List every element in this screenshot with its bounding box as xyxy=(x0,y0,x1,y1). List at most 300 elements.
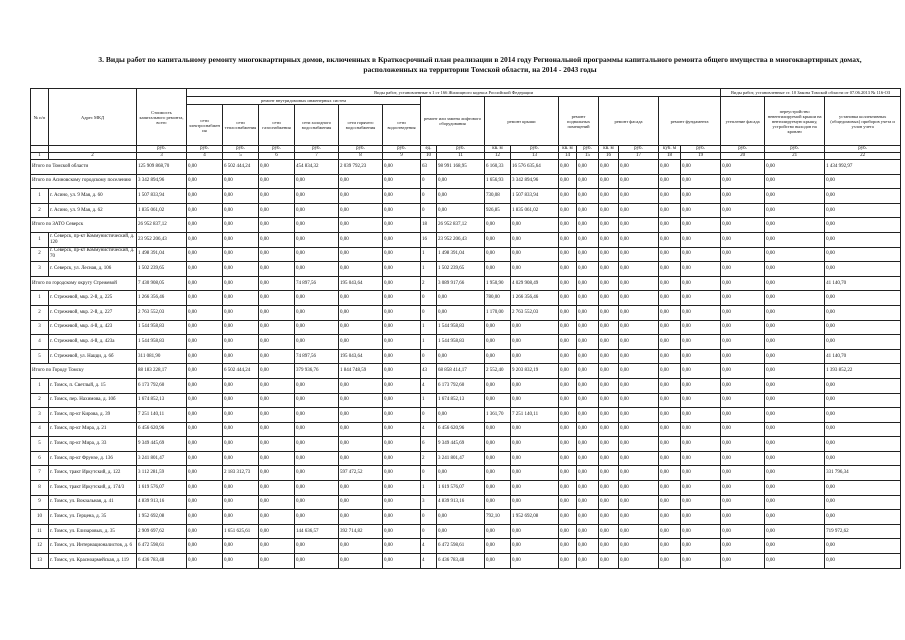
value-cell: 1 835 061,02 xyxy=(511,203,559,218)
value-cell: 41 140,70 xyxy=(825,349,901,364)
value-cell: 0,00 xyxy=(765,189,825,204)
value-cell: 0,00 xyxy=(559,364,577,379)
unit-cell: руб. xyxy=(825,146,901,153)
total-label-cell: Итого по городскому округу Стрежевой xyxy=(31,276,137,291)
value-cell: 0,00 xyxy=(187,364,223,379)
value-cell: 0,00 xyxy=(485,335,511,350)
value-cell: 1 498 391,04 xyxy=(137,247,187,262)
value-cell: 0,00 xyxy=(599,320,619,335)
value-cell: 0,00 xyxy=(485,378,511,393)
value-cell: 0,00 xyxy=(259,291,295,306)
address-cell: г. Томск, пр-кт Мира, д. 21 xyxy=(49,422,137,437)
value-cell: 0,00 xyxy=(721,291,765,306)
address-cell: г. Томск, ул. Герцена, д. 35 xyxy=(49,510,137,525)
column-index-cell: 5 xyxy=(223,153,259,160)
value-cell: 4 xyxy=(421,554,437,569)
value-cell: 0,00 xyxy=(187,393,223,408)
value-cell: 0,00 xyxy=(339,408,383,423)
value-cell: 0,00 xyxy=(577,481,599,496)
value-cell: 0,00 xyxy=(223,189,259,204)
row-number-cell: 5 xyxy=(31,349,49,364)
value-cell: 0,00 xyxy=(577,437,599,452)
value-cell: 0,00 xyxy=(577,539,599,554)
value-cell: 0,00 xyxy=(681,305,721,320)
value-cell: 0,00 xyxy=(295,203,339,218)
value-cell: 26 952 837,12 xyxy=(437,218,485,233)
value-cell: 0,00 xyxy=(223,495,259,510)
header-roof-conversion: переустройство невентилируемой крыши на вентилируемую крышу, устройство выходов на кровлю xyxy=(765,97,825,146)
unit-cell-empty xyxy=(31,146,49,153)
value-cell: 68 858 414,17 xyxy=(437,364,485,379)
value-cell: 0,00 xyxy=(383,524,421,539)
value-cell: 0,00 xyxy=(619,349,659,364)
value-cell: 0,00 xyxy=(577,422,599,437)
value-cell: 0 xyxy=(421,524,437,539)
value-cell: 0,00 xyxy=(659,466,681,481)
value-cell: 0,00 xyxy=(681,378,721,393)
table-row xyxy=(31,291,901,306)
value-cell: 0,00 xyxy=(187,554,223,569)
total-label-cell: Итого по Томской области xyxy=(31,160,137,175)
value-cell: 0,00 xyxy=(765,554,825,569)
value-cell: 0,00 xyxy=(599,232,619,247)
value-cell: 0,00 xyxy=(339,218,383,233)
value-cell: 0,00 xyxy=(223,510,259,525)
value-cell: 0,00 xyxy=(619,320,659,335)
value-cell: 0,00 xyxy=(485,247,511,262)
value-cell: 0,00 xyxy=(577,203,599,218)
value-cell: 0,00 xyxy=(437,203,485,218)
value-cell: 0,00 xyxy=(383,466,421,481)
value-cell: 0,00 xyxy=(511,393,559,408)
value-cell: 0,00 xyxy=(765,232,825,247)
unit-cell: руб. xyxy=(137,146,187,153)
value-cell: 1 266 356,46 xyxy=(137,291,187,306)
value-cell: 0,00 xyxy=(599,189,619,204)
value-cell: 88 183 228,17 xyxy=(137,364,187,379)
value-cell: 0,00 xyxy=(659,408,681,423)
value-cell: 0,00 xyxy=(223,451,259,466)
value-cell: 0,00 xyxy=(619,160,659,175)
value-cell: 597 472,52 xyxy=(339,466,383,481)
total-row xyxy=(31,160,901,175)
value-cell: 0,00 xyxy=(577,160,599,175)
row-number-cell: 3 xyxy=(31,320,49,335)
value-cell: 0,00 xyxy=(659,189,681,204)
value-cell: 0,00 xyxy=(187,335,223,350)
value-cell: 0,00 xyxy=(599,495,619,510)
value-cell: 0,00 xyxy=(619,364,659,379)
value-cell: 0,00 xyxy=(559,203,577,218)
value-cell: 0,00 xyxy=(681,247,721,262)
value-cell: 0,00 xyxy=(721,378,765,393)
value-cell: 0,00 xyxy=(765,364,825,379)
value-cell: 0,00 xyxy=(485,451,511,466)
total-row xyxy=(31,174,901,189)
value-cell: 0,00 xyxy=(681,364,721,379)
value-cell: 2 763 552,03 xyxy=(511,305,559,320)
table-row xyxy=(31,539,901,554)
value-cell: 0,00 xyxy=(825,189,901,204)
value-cell: 43 xyxy=(421,364,437,379)
value-cell: 0,00 xyxy=(485,349,511,364)
address-cell: г. Томск, ул. Красноармейская, д. 119 xyxy=(49,554,137,569)
value-cell: 3 112 281,59 xyxy=(137,466,187,481)
value-cell: 0,00 xyxy=(223,174,259,189)
value-cell: 2 xyxy=(421,451,437,466)
address-cell: г. Стрежевой, мкр. 2-й, д. 225 xyxy=(49,291,137,306)
value-cell: 0,00 xyxy=(765,495,825,510)
value-cell: 0,00 xyxy=(223,554,259,569)
value-cell: 3 241 801,47 xyxy=(437,451,485,466)
address-cell: г. Северск, ул. Лесная, д. 106 xyxy=(49,262,137,277)
value-cell: 0,00 xyxy=(295,320,339,335)
value-cell: 74 897,56 xyxy=(295,276,339,291)
value-cell: 0,00 xyxy=(577,262,599,277)
value-cell: 0,00 xyxy=(383,276,421,291)
value-cell: 0,00 xyxy=(383,189,421,204)
column-index-cell: 10 xyxy=(421,153,437,160)
value-cell: 0,00 xyxy=(511,232,559,247)
address-cell: г. Стрежевой, мкр. 4-й, д. 423а xyxy=(49,335,137,350)
value-cell: 0,00 xyxy=(721,393,765,408)
value-cell: 0,00 xyxy=(681,451,721,466)
value-cell: 1 266 356,46 xyxy=(511,291,559,306)
unit-cell-empty xyxy=(49,146,137,153)
unit-cell: руб. xyxy=(765,146,825,153)
value-cell: 144 636,57 xyxy=(295,524,339,539)
value-cell: 0,00 xyxy=(721,481,765,496)
unit-cell: куб. м xyxy=(659,146,681,153)
value-cell: 0,00 xyxy=(437,524,485,539)
value-cell: 3 xyxy=(421,495,437,510)
value-cell: 0,00 xyxy=(223,305,259,320)
value-cell: 0,00 xyxy=(577,510,599,525)
address-cell: г. Асино, ул. 9 Мая, д. 62 xyxy=(49,203,137,218)
value-cell: 0,00 xyxy=(721,451,765,466)
value-cell: 0,00 xyxy=(721,524,765,539)
address-cell: г. Томск, тракт Иркутский, д. 122 xyxy=(49,466,137,481)
value-cell: 0,00 xyxy=(485,232,511,247)
value-cell: 0,00 xyxy=(559,554,577,569)
row-number-cell: 5 xyxy=(31,437,49,452)
total-row xyxy=(31,276,901,291)
value-cell: 0,00 xyxy=(259,437,295,452)
value-cell: 0,00 xyxy=(681,408,721,423)
value-cell: 0,00 xyxy=(577,495,599,510)
value-cell: 0,00 xyxy=(223,320,259,335)
row-number-cell: 2 xyxy=(31,305,49,320)
value-cell: 0,00 xyxy=(681,437,721,452)
header-num: № п/п xyxy=(31,89,49,146)
unit-cell: руб. xyxy=(577,146,599,153)
value-cell: 0,00 xyxy=(259,335,295,350)
value-cell: 0,00 xyxy=(259,539,295,554)
value-cell: 1 xyxy=(421,481,437,496)
address-cell: г. Томск, ул. Вокзальная, д. 41 xyxy=(49,495,137,510)
value-cell: 0,00 xyxy=(223,232,259,247)
value-cell: 0,00 xyxy=(485,422,511,437)
value-cell: 0,00 xyxy=(721,554,765,569)
value-cell: 0,00 xyxy=(511,451,559,466)
value-cell: 6 436 783,48 xyxy=(437,554,485,569)
value-cell: 0,00 xyxy=(681,524,721,539)
value-cell: 0,00 xyxy=(825,305,901,320)
value-cell: 0,00 xyxy=(659,305,681,320)
value-cell: 16 576 635,64 xyxy=(511,160,559,175)
value-cell: 0,00 xyxy=(765,247,825,262)
value-cell: 1 507 833,94 xyxy=(511,189,559,204)
value-cell: 4 839 913,16 xyxy=(137,495,187,510)
value-cell: 23 952 206,43 xyxy=(137,232,187,247)
column-index-row xyxy=(31,153,901,160)
table-row xyxy=(31,262,901,277)
value-cell: 0,00 xyxy=(825,408,901,423)
value-cell: 0,00 xyxy=(259,218,295,233)
value-cell: 0,00 xyxy=(259,524,295,539)
value-cell: 0,00 xyxy=(559,495,577,510)
value-cell: 0,00 xyxy=(659,539,681,554)
value-cell: 0,00 xyxy=(295,378,339,393)
value-cell: 0,00 xyxy=(383,160,421,175)
value-cell: 0,00 xyxy=(295,232,339,247)
value-cell: 0,00 xyxy=(681,422,721,437)
total-row xyxy=(31,364,901,379)
value-cell: 3 089 917,66 xyxy=(437,276,485,291)
value-cell: 1 544 958,83 xyxy=(137,320,187,335)
value-cell: 1 952 692,08 xyxy=(137,510,187,525)
value-cell: 0,00 xyxy=(765,276,825,291)
value-cell: 0,00 xyxy=(295,247,339,262)
value-cell: 0,00 xyxy=(659,422,681,437)
value-cell: 0,00 xyxy=(825,320,901,335)
value-cell: 0,00 xyxy=(187,305,223,320)
value-cell: 0,00 xyxy=(259,495,295,510)
value-cell: 0,00 xyxy=(765,437,825,452)
value-cell: 0,00 xyxy=(577,408,599,423)
row-number-cell: 10 xyxy=(31,510,49,525)
column-index-cell: 18 xyxy=(659,153,681,160)
value-cell: 0,00 xyxy=(259,189,295,204)
repair-works-table xyxy=(30,88,901,569)
column-index-cell: 6 xyxy=(259,153,295,160)
value-cell: 0,00 xyxy=(559,305,577,320)
value-cell: 0,00 xyxy=(259,422,295,437)
value-cell: 0,00 xyxy=(659,495,681,510)
value-cell: 0,00 xyxy=(485,466,511,481)
value-cell: 3 342 894,96 xyxy=(511,174,559,189)
value-cell: 0,00 xyxy=(559,276,577,291)
row-number-cell: 4 xyxy=(31,335,49,350)
unit-cell: руб. xyxy=(511,146,559,153)
value-cell: 0,00 xyxy=(765,481,825,496)
value-cell: 0,00 xyxy=(619,510,659,525)
column-index-cell: 20 xyxy=(721,153,765,160)
value-cell: 0,00 xyxy=(721,510,765,525)
value-cell: 0,00 xyxy=(437,349,485,364)
value-cell: 0,00 xyxy=(659,510,681,525)
value-cell: 0,00 xyxy=(721,276,765,291)
value-cell: 0,00 xyxy=(511,349,559,364)
value-cell: 0,00 xyxy=(599,276,619,291)
value-cell: 0,00 xyxy=(619,378,659,393)
value-cell: 0,00 xyxy=(339,203,383,218)
table-row xyxy=(31,320,901,335)
value-cell: 0,00 xyxy=(187,495,223,510)
value-cell: 0,00 xyxy=(339,437,383,452)
value-cell: 1 544 958,83 xyxy=(137,335,187,350)
value-cell: 0,00 xyxy=(223,408,259,423)
value-cell: 0,00 xyxy=(339,378,383,393)
value-cell: 0,00 xyxy=(681,481,721,496)
value-cell: 0,00 xyxy=(259,276,295,291)
value-cell: 0,00 xyxy=(681,349,721,364)
value-cell: 0,00 xyxy=(619,247,659,262)
table-row xyxy=(31,510,901,525)
value-cell: 0,00 xyxy=(511,495,559,510)
value-cell: 0,00 xyxy=(511,481,559,496)
header-facade: ремонт фасада xyxy=(599,97,659,146)
value-cell: 0,00 xyxy=(599,203,619,218)
column-index-cell: 12 xyxy=(485,153,511,160)
row-number-cell: 2 xyxy=(31,203,49,218)
value-cell: 0,00 xyxy=(339,262,383,277)
value-cell: 0,00 xyxy=(599,481,619,496)
value-cell: 0,00 xyxy=(721,189,765,204)
row-number-cell: 13 xyxy=(31,554,49,569)
value-cell: 6 456 620,96 xyxy=(437,422,485,437)
value-cell: 0,00 xyxy=(765,291,825,306)
address-cell: г. Томск, пр-кт Мира, д. 33 xyxy=(49,437,137,452)
value-cell: 0,00 xyxy=(765,393,825,408)
value-cell: 0,00 xyxy=(599,466,619,481)
value-cell: 0,00 xyxy=(259,160,295,175)
value-cell: 0,00 xyxy=(383,408,421,423)
value-cell: 9 349 445,69 xyxy=(437,437,485,452)
value-cell: 0,00 xyxy=(681,335,721,350)
value-cell: 0,00 xyxy=(559,481,577,496)
value-cell: 1 674 852,13 xyxy=(137,393,187,408)
value-cell: 0,00 xyxy=(559,451,577,466)
value-cell: 3 342 894,96 xyxy=(137,174,187,189)
value-cell: 0,00 xyxy=(765,203,825,218)
value-cell: 311 081,90 xyxy=(137,349,187,364)
value-cell: 0,00 xyxy=(383,335,421,350)
value-cell: 0,00 xyxy=(721,174,765,189)
address-cell: г. Томск, ул. Интернационалистов, д. 6 xyxy=(49,539,137,554)
value-cell: 0,00 xyxy=(619,554,659,569)
row-number-cell: 1 xyxy=(31,378,49,393)
value-cell: 0,00 xyxy=(339,291,383,306)
value-cell: 1 xyxy=(421,320,437,335)
column-index-cell: 21 xyxy=(765,153,825,160)
value-cell: 0,00 xyxy=(295,393,339,408)
value-cell: 0,00 xyxy=(577,291,599,306)
value-cell: 1 651 625,61 xyxy=(223,524,259,539)
value-cell: 0,00 xyxy=(511,437,559,452)
value-cell: 0,00 xyxy=(721,335,765,350)
value-cell: 0 xyxy=(421,408,437,423)
value-cell: 0,00 xyxy=(765,262,825,277)
value-cell: 0,00 xyxy=(599,160,619,175)
value-cell: 0,00 xyxy=(559,408,577,423)
value-cell: 0,00 xyxy=(577,276,599,291)
header-gas: сети газоснабжения xyxy=(259,105,295,146)
value-cell: 0,00 xyxy=(511,554,559,569)
value-cell: 0,00 xyxy=(559,466,577,481)
table-row xyxy=(31,203,901,218)
value-cell: 0,00 xyxy=(339,232,383,247)
value-cell: 0,00 xyxy=(721,262,765,277)
value-cell: 0,00 xyxy=(383,305,421,320)
value-cell: 2 909 697,62 xyxy=(137,524,187,539)
value-cell: 0,00 xyxy=(599,393,619,408)
value-cell: 1 xyxy=(421,393,437,408)
value-cell: 1 674 852,13 xyxy=(437,393,485,408)
value-cell: 0,00 xyxy=(599,218,619,233)
value-cell: 0,00 xyxy=(383,378,421,393)
value-cell: 379 936,76 xyxy=(295,364,339,379)
value-cell: 0,00 xyxy=(559,291,577,306)
value-cell: 0,00 xyxy=(721,539,765,554)
unit-cell: руб. xyxy=(187,146,223,153)
value-cell: 0,00 xyxy=(187,232,223,247)
address-cell: г. Стрежевой, мкр. 4-й, д. 423 xyxy=(49,320,137,335)
value-cell: 0,00 xyxy=(383,364,421,379)
value-cell: 0,00 xyxy=(681,262,721,277)
value-cell: 0 xyxy=(421,305,437,320)
value-cell: 0 xyxy=(421,174,437,189)
value-cell: 0,00 xyxy=(339,247,383,262)
value-cell: 0,00 xyxy=(659,262,681,277)
value-cell: 0,00 xyxy=(339,539,383,554)
value-cell: 0,00 xyxy=(681,203,721,218)
value-cell: 0,00 xyxy=(619,203,659,218)
value-cell: 6 472 598,61 xyxy=(137,539,187,554)
value-cell: 0,00 xyxy=(825,291,901,306)
value-cell: 63 xyxy=(421,160,437,175)
value-cell: 2 552,40 xyxy=(485,364,511,379)
row-number-cell: 1 xyxy=(31,291,49,306)
value-cell: 0,00 xyxy=(187,218,223,233)
value-cell: 0 xyxy=(421,291,437,306)
header-foundation: ремонт фундамента xyxy=(659,97,721,146)
table-row xyxy=(31,335,901,350)
value-cell: 0,00 xyxy=(259,349,295,364)
value-cell: 0,00 xyxy=(599,524,619,539)
value-cell: 0,00 xyxy=(187,174,223,189)
value-cell: 0,00 xyxy=(187,539,223,554)
value-cell: 0,00 xyxy=(599,451,619,466)
value-cell: 0,00 xyxy=(681,510,721,525)
value-cell: 7 251 140,11 xyxy=(511,408,559,423)
value-cell: 0,00 xyxy=(599,539,619,554)
value-cell: 719 972,62 xyxy=(825,524,901,539)
value-cell: 6 502 444,24 xyxy=(223,364,259,379)
value-cell: 0,00 xyxy=(659,524,681,539)
value-cell: 2 xyxy=(421,276,437,291)
value-cell: 0,00 xyxy=(223,378,259,393)
value-cell: 6 160,33 xyxy=(485,160,511,175)
header-electro: сети электроснабжения xyxy=(187,105,223,146)
row-number-cell: 3 xyxy=(31,262,49,277)
value-cell: 0,00 xyxy=(223,262,259,277)
row-number-cell: 7 xyxy=(31,466,49,481)
value-cell: 18 xyxy=(421,218,437,233)
value-cell: 0,00 xyxy=(295,174,339,189)
value-cell: 0,00 xyxy=(383,320,421,335)
value-cell: 0,00 xyxy=(437,466,485,481)
